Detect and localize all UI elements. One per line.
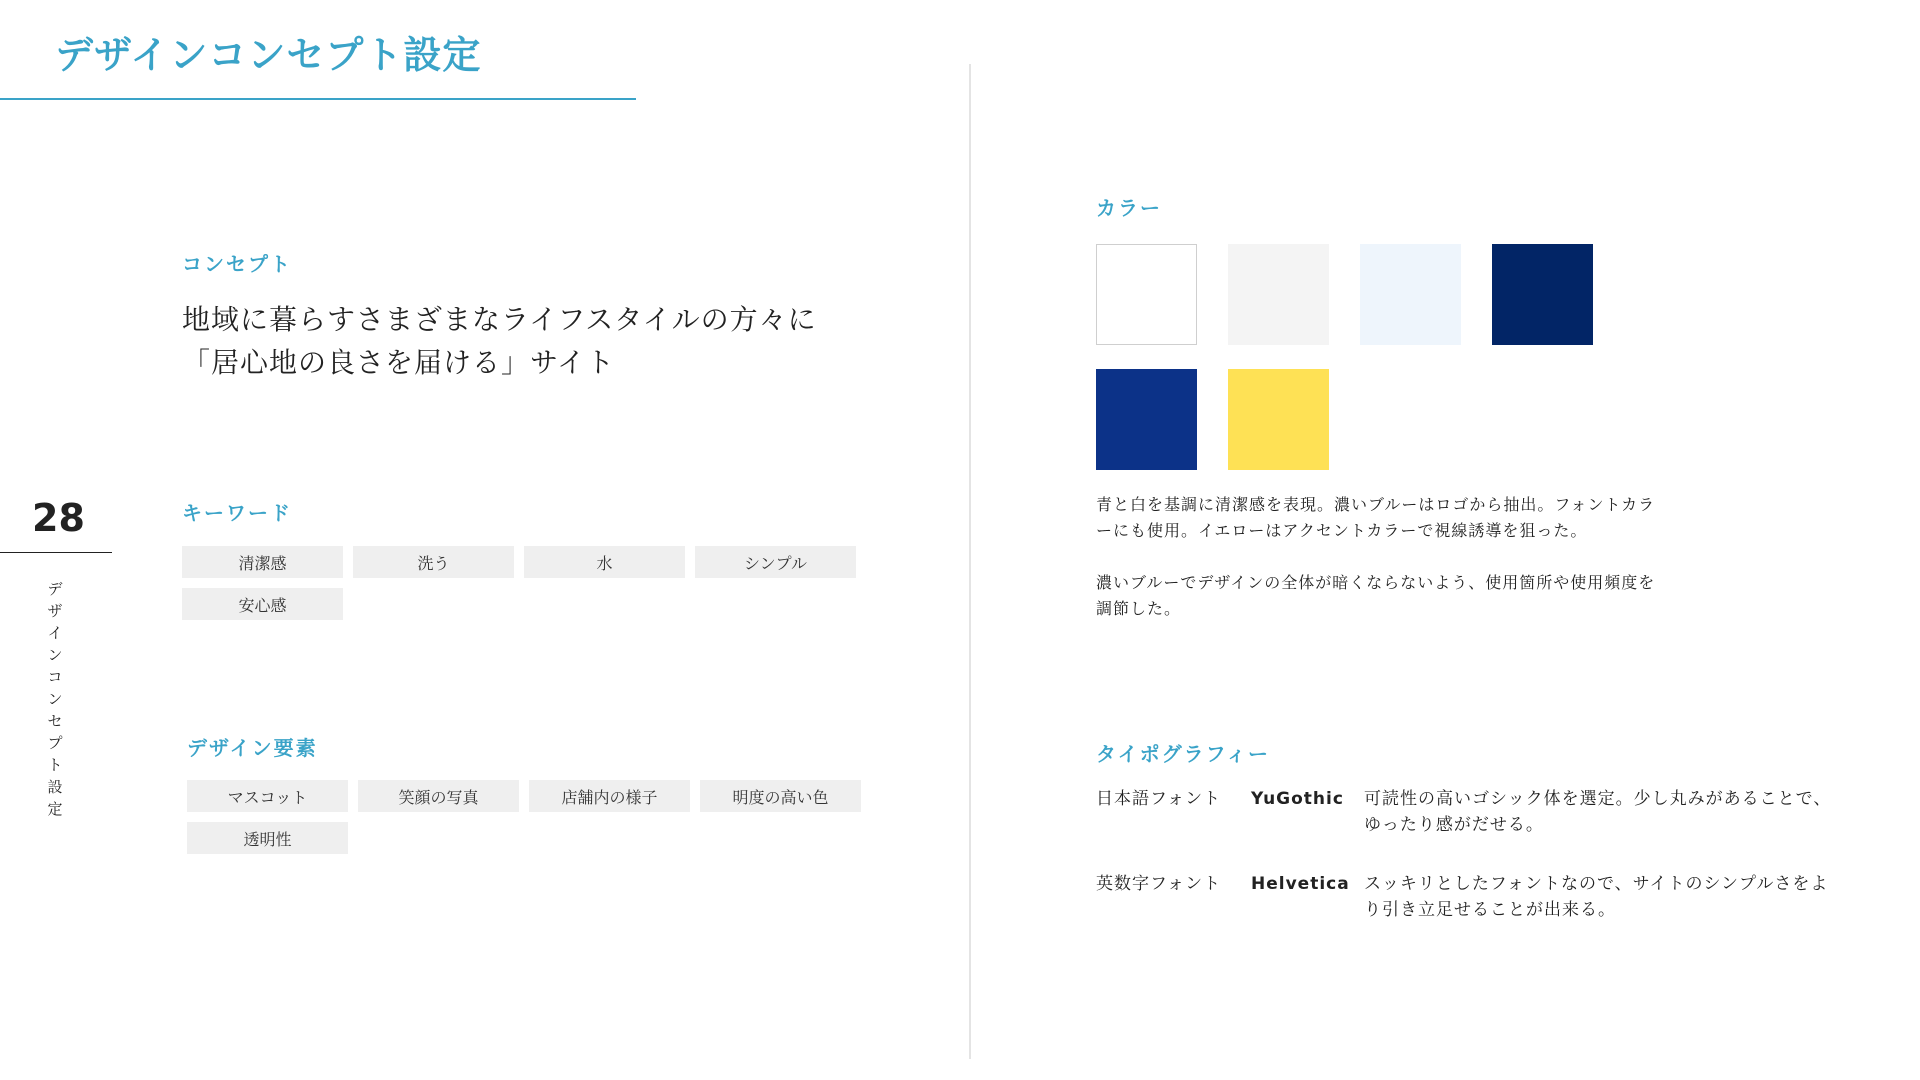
typography-heading: タイポグラフィー [1096,742,1270,766]
design-element-tag: マスコット [187,780,348,812]
concept-text [182,298,817,384]
concept-heading: コンセプト [182,252,292,276]
design-element-tag: 透明性 [187,822,348,854]
page-number: 28 [32,496,85,540]
typography-label: 英数字フォント [1096,874,1222,894]
design-element-tag: 明度の高い色 [700,780,861,812]
color-heading: カラー [1096,196,1162,220]
color-swatch [1228,244,1329,345]
color-swatch [1492,244,1593,345]
concept-line: 地域に暮らすさまざまなライフスタイルの方々に [182,303,817,336]
title-underline [0,98,636,100]
color-swatch [1096,369,1197,470]
color-swatches [1096,244,1593,470]
column-divider [969,64,971,1059]
typography-font-name: Helvetica [1251,874,1350,894]
typography-font-name: YuGothic [1251,789,1344,809]
design-element-tag: 笑顔の写真 [358,780,519,812]
vertical-section-label: デザインコンセプト設定 [47,580,63,818]
color-description-paragraph: 濃いブルーでデザインの全体が暗くならないよう、使用箇所や使用頻度を調節した。 [1096,573,1656,618]
typography-label: 日本語フォント [1096,789,1222,809]
concept-line: 「居心地の良さを届ける」サイト [182,346,616,379]
design-element-tags [187,780,861,854]
keyword-tag: シンプル [695,546,856,578]
typography-description: スッキリとしたフォントなので、サイトのシンプルさをより引き立足せることが出来る。 [1364,874,1829,920]
keyword-tags [182,546,856,620]
color-description-paragraph: 青と白を基調に清潔感を表現。濃いブルーはロゴから抽出。フォントカラーにも使用。イエローはアクセントカラーで視線誘導を狙った。 [1096,495,1656,540]
color-description [1096,492,1656,648]
page-title: デザインコンセプト設定 [55,33,482,77]
keywords-heading: キーワード [182,501,292,525]
keyword-tag: 洗う [353,546,514,578]
color-swatch [1228,369,1329,470]
page-number-rule [0,552,112,553]
color-swatch [1096,244,1197,345]
keyword-tag: 安心感 [182,588,343,620]
color-swatch [1360,244,1461,345]
design-element-tag: 店舗内の様子 [529,780,690,812]
keyword-tag: 清潔感 [182,546,343,578]
design-elements-heading: デザイン要素 [187,736,318,760]
typography-description: 可読性の高いゴシック体を選定。少し丸みがあることで、ゆったり感がだせる。 [1364,789,1832,835]
keyword-tag: 水 [524,546,685,578]
